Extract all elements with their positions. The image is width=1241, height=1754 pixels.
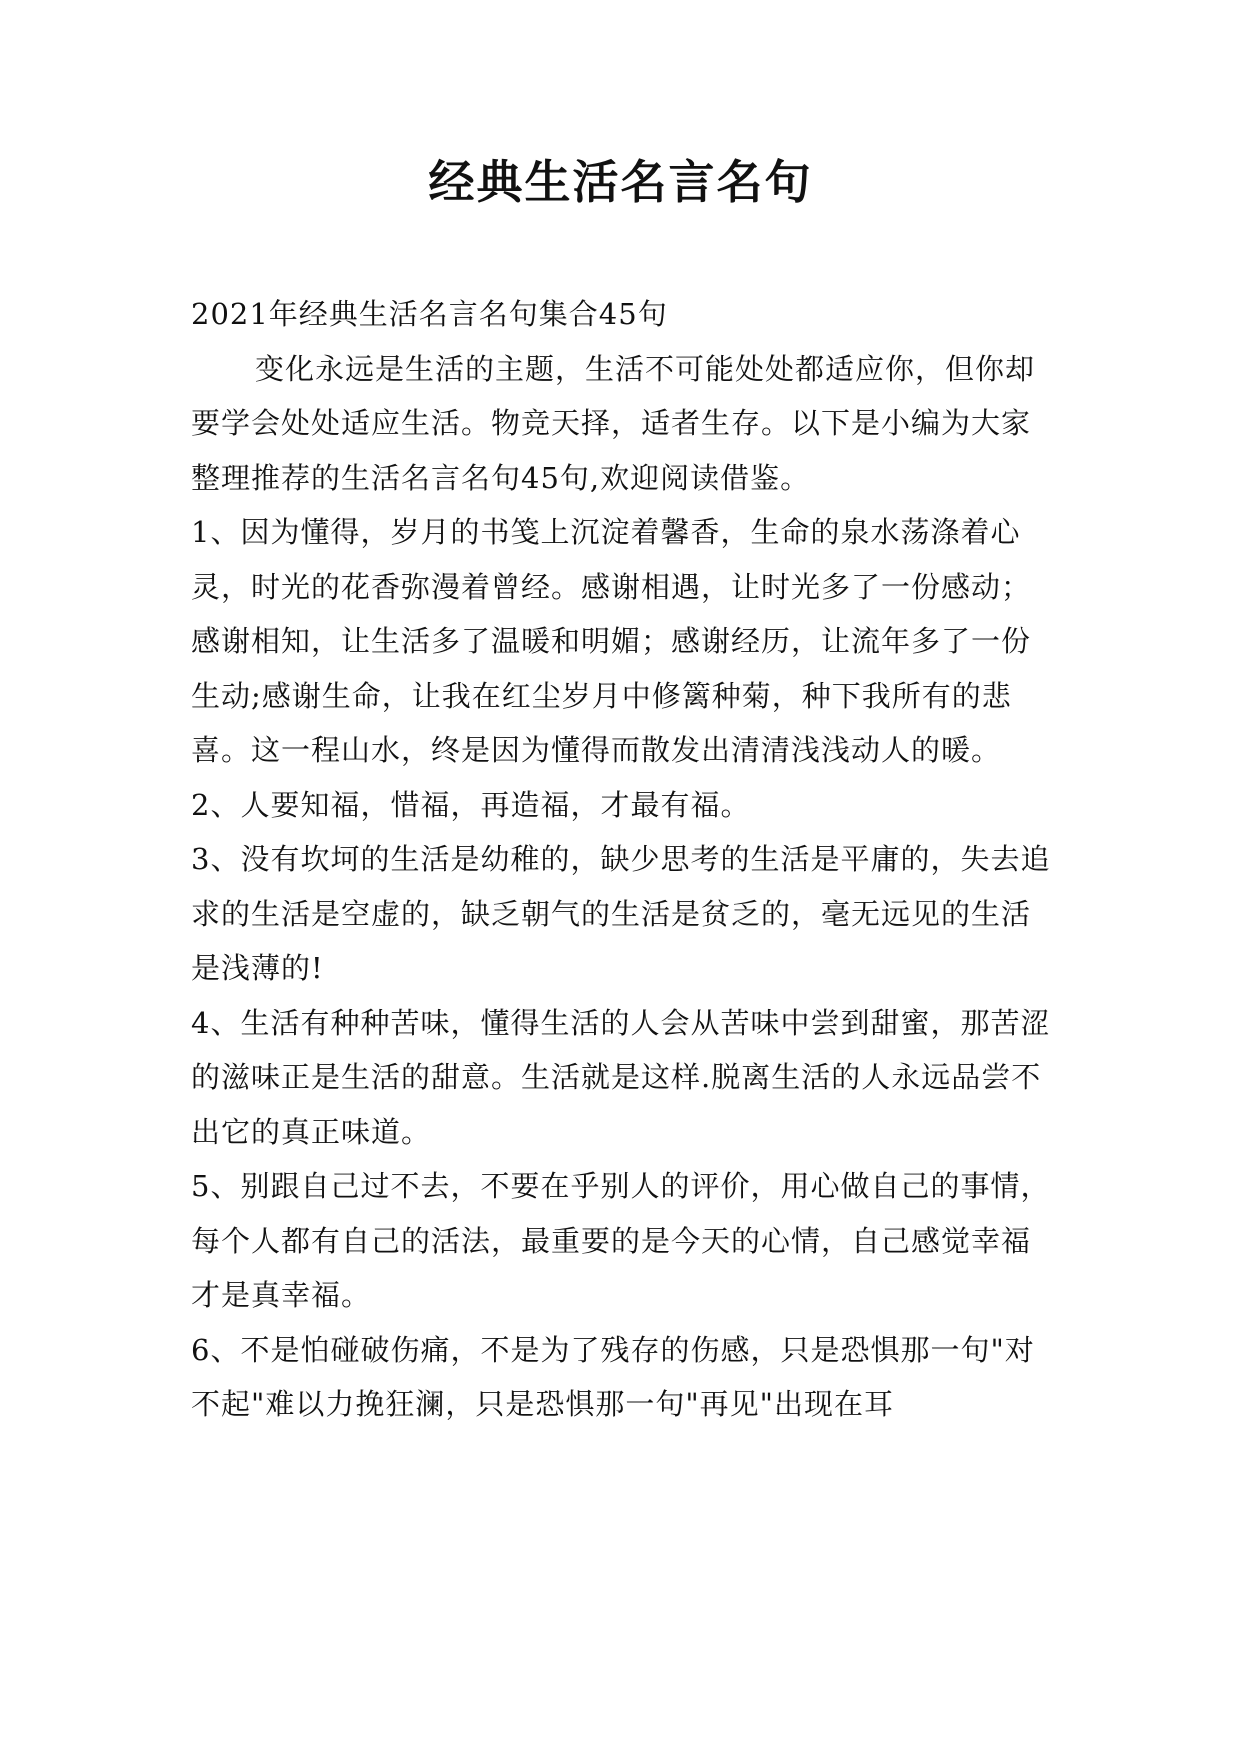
document-body — [191, 287, 1059, 1432]
quote-item-4: 4、生活有种种苦味，懂得生活的人会从苦味中尝到甜蜜，那苦涩的滋味正是生活的甜意。生活就是这样.脱离生活的人永远品尝不出它的真正味道。 — [191, 1005, 1051, 1149]
quote-item-5: 5、别跟自己过不去，不要在乎别人的评价，用心做自己的事情，每个人都有自己的活法，最重要的是今天的心情，自己感觉幸福才是真幸福。 — [191, 1169, 1051, 1312]
intro-paragraph: 变化永远是生活的主题，生活不可能处处都适应你，但你却要学会处处适应生活。物竞天择，适者生存。以下是小编为大家整理推荐的生活名言名句45句,欢迎阅读借鉴。 — [191, 351, 1036, 495]
quote-item-1: 1、因为懂得，岁月的书笺上沉淀着馨香，生命的泉水荡涤着心灵，时光的花香弥漫着曾经。感谢相遇，让时光多了一份感动；感谢相知，让生活多了温暖和明媚；感谢经历，让流年多了一份生动;感谢生命，让我在红尘岁月中修篱种菊，种下我所有的悲喜。这一程山水，终是因为懂得而散发出清清浅浅动人的暖。 — [191, 515, 1032, 767]
document-title: 经典生活名言名句 — [428, 155, 813, 209]
document-subtitle: 2021年经典生活名言名句集合45句 — [191, 297, 668, 331]
quote-item-2: 2、人要知福，惜福，再造福，才最有福。 — [191, 787, 751, 822]
quote-item-3: 3、没有坎坷的生活是幼稚的，缺少思考的生活是平庸的，失去追求的生活是空虚的，缺乏朝气的生活是贫乏的，毫无远见的生活是浅薄的! — [191, 842, 1051, 985]
quote-item-6: 6、不是怕碰破伤痛，不是为了残存的伤感，只是恐惧那一句"对不起"难以力挽狂澜，只是恐惧那一句"再见"出现在耳 — [191, 1332, 1035, 1421]
